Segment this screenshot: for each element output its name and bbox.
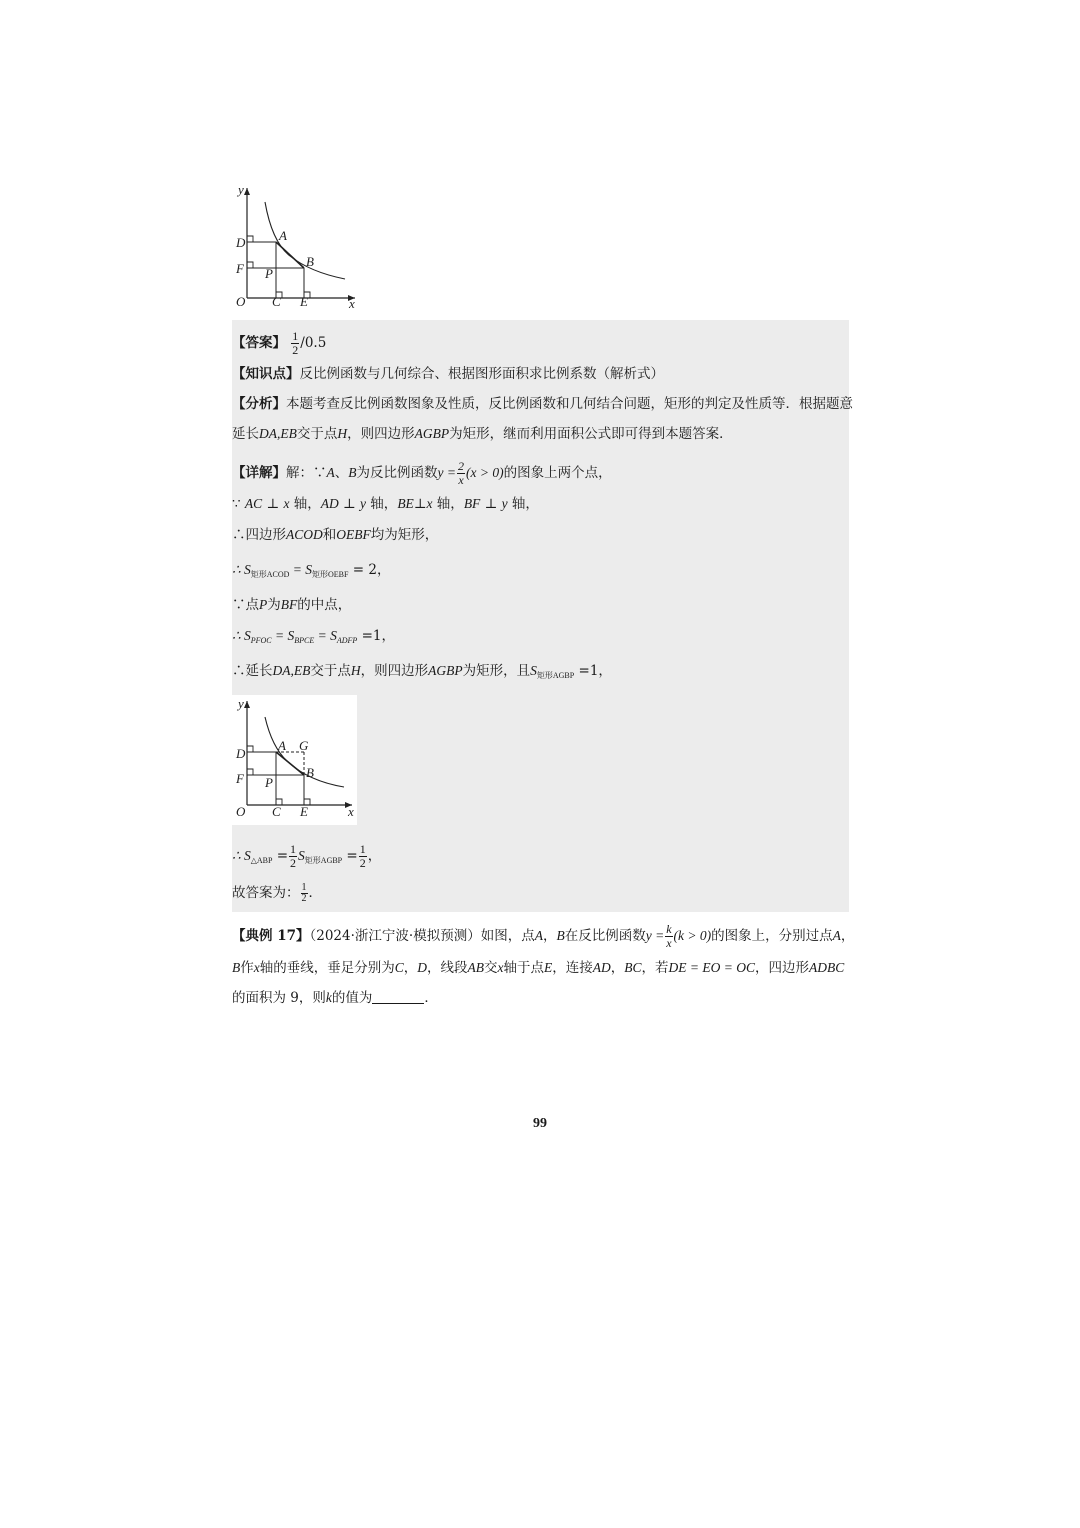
- answer-tag: 【答案】: [232, 335, 286, 351]
- answer-fraction: $\frac{1}{2}$: [292, 329, 299, 357]
- analysis-line-2: 延长DA,EB交于点H，则四边形AGBP为矩形，继而利用面积公式即可得到本题答案．: [232, 426, 733, 442]
- answer-blank: [372, 991, 424, 1004]
- fig1-o-label: O: [236, 294, 246, 309]
- fig1-p-label: P: [265, 266, 273, 281]
- fig2-d-label: D: [236, 746, 246, 761]
- fig1-f-label: F: [236, 261, 244, 276]
- answer-line: [232, 330, 326, 357]
- fig2-f-label: F: [236, 771, 244, 786]
- fig2-p-label: P: [265, 775, 273, 790]
- detail-line-5: ∵点P为BF的中点，: [232, 597, 352, 613]
- detail-line-3: ∴四边形ACOD和OEBF均为矩形，: [232, 527, 439, 543]
- fig2-g-label: G: [299, 738, 309, 753]
- knowledge-tag: 【知识点】: [232, 366, 300, 382]
- detail-line-9: 故答案为： $\frac{1}{2}$ ．: [232, 882, 322, 904]
- fig2-y-label: y: [238, 696, 244, 711]
- fig2-b-label: B: [306, 765, 314, 780]
- fig1-d-label: D: [236, 235, 246, 250]
- example-line-1: 【典例 17】（2024·浙江宁波·模拟预测）如图，点A，B在反比例函数y = $\frac{k}{x}$ (k > 0)的图象上，分别过点A，: [232, 922, 855, 950]
- fig1-y-label: y: [238, 182, 244, 197]
- answer-alt: /0.5: [300, 335, 327, 351]
- fig1-x-label: x: [349, 296, 355, 311]
- example-line-2: B作x轴的垂线，垂足分别为C，D，线段AB交x轴于点E，连接AD，BC，若DE = EO = OC，四边形ADBC: [232, 960, 845, 976]
- fig2-a-label: A: [278, 738, 286, 753]
- figure-hyperbola-1: [230, 182, 360, 312]
- page-number: 99: [533, 1116, 547, 1131]
- fig2-c-label: C: [272, 804, 281, 819]
- fig1-b-label: B: [306, 254, 314, 269]
- fig2-e-label: E: [300, 804, 308, 819]
- example-tag: 【典例 17】: [232, 928, 310, 944]
- analysis-tag: 【分析】: [232, 396, 286, 412]
- detail-line-8: ∴ $S_{\triangle ABP}$ = $\frac{1}{2}$ $S_{矩形AGBP}$ = $\frac{1}{2}$ ，: [232, 842, 382, 870]
- detail-line-2: ∵ AC ⊥ x 轴，AD ⊥ y 轴，BE⊥x 轴，BF ⊥ y 轴，: [232, 496, 539, 512]
- fig2-x-label: x: [348, 804, 354, 819]
- detail-line-4: ∴ $S_{矩形ACOD} = S_{矩形OEBF} = 2$，: [232, 562, 391, 579]
- analysis-line-1: [232, 394, 853, 414]
- fig1-c-label: C: [272, 294, 281, 309]
- figure-hyperbola-2: [232, 695, 357, 825]
- knowledge-line: [232, 364, 664, 384]
- detail-line-6: ∴ $S_{PFOC} = S_{BPCE} = S_{ADFP} =1$，: [232, 628, 395, 645]
- detail-line-1: 【详解】解：∵A、B为反比例函数y = $\frac{2}{x}$ (x > 0)的图象上两个点，: [232, 459, 612, 487]
- example-line-3: 的面积为 9，则k的值为 ．: [232, 990, 438, 1006]
- knowledge-text: 反比例函数与几何综合、根据图形面积求比例系数（解析式）: [299, 366, 664, 382]
- detail-tag: 【详解】: [232, 465, 286, 481]
- analysis-text-1: 本题考查反比例函数图象及性质，反比例函数和几何结合问题，矩形的判定及性质等．根据题意: [286, 396, 853, 412]
- fig1-a-label: A: [279, 228, 287, 243]
- detail-line-7: ∴延长DA,EB交于点H，则四边形AGBP为矩形，且$S_{矩形AGBP} =1$，: [232, 663, 612, 680]
- fig2-o-label: O: [236, 804, 246, 819]
- fig1-e-label: E: [300, 294, 308, 309]
